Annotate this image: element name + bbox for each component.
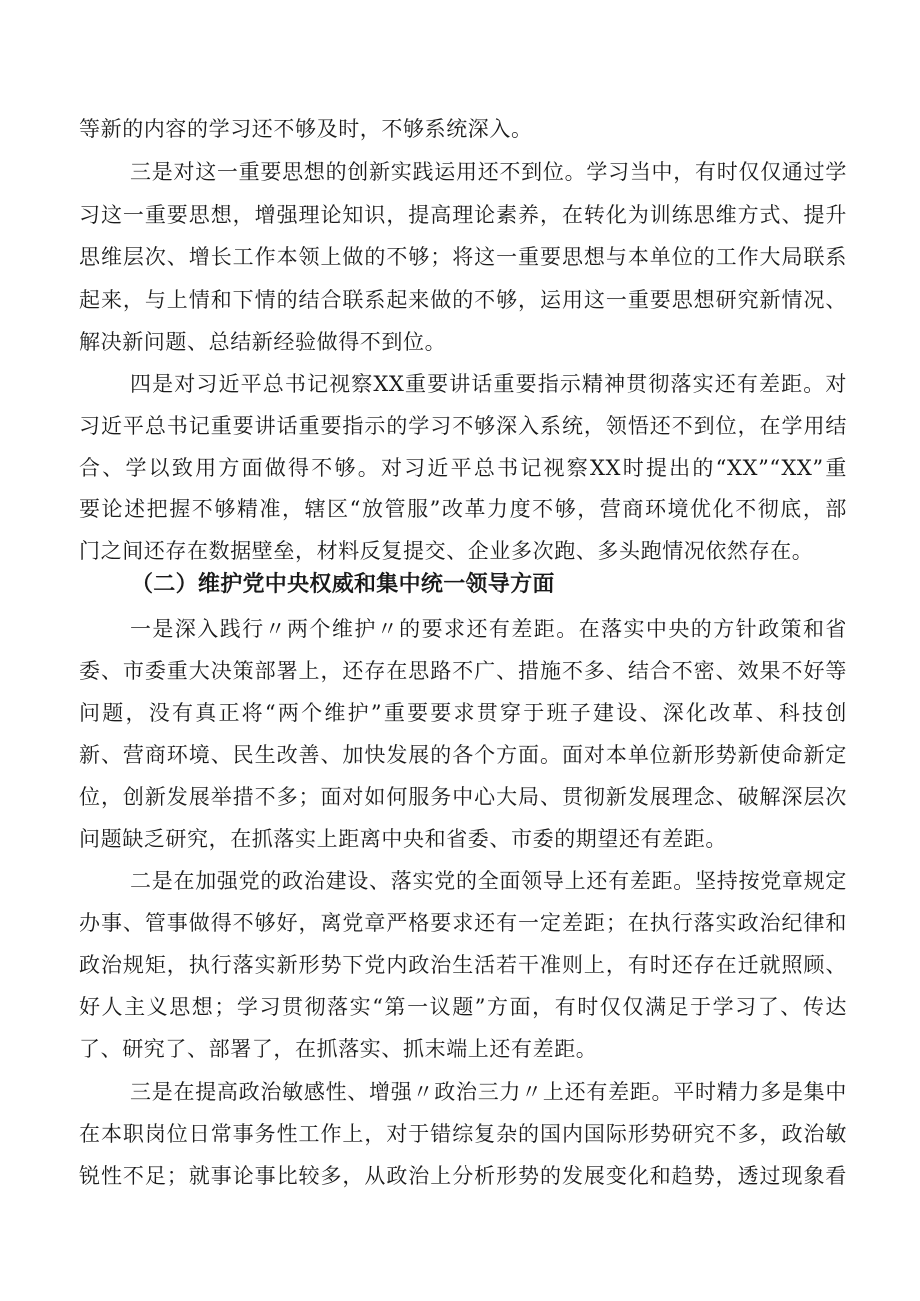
paragraph-line: 新、营商环境、民生改善、加快发展的各个方面。面对本单位新形势新使命新定 (79, 743, 847, 767)
paragraph-line: 政治规矩，执行落实新形势下党内政治生活若干准则上，有时还存在迁就照顾、 (79, 953, 847, 977)
section-heading: （二）维护党中央权威和集中统一领导方面 (131, 572, 555, 597)
paragraph-line: 要论述把握不够精准，辖区“放管服”改革力度不够，营商环境优化不彻底，部 (79, 497, 847, 521)
paragraph-line: 在本职岗位日常事务性工作上，对于错综复杂的国内国际形势研究不多，政治敏 (79, 1122, 847, 1146)
paragraph-line: 等新的内容的学习还不够及时，不够系统深入。 (79, 117, 533, 141)
paragraph-line: 三是在提高政治敏感性、增强〃政治三力〃上还有差距。平时精力多是集中 (130, 1080, 847, 1104)
paragraph-line: 委、市委重大决策部署上，还存在思路不广、措施不多、结合不密、效果不好等 (79, 659, 847, 683)
paragraph-line: 问题，没有真正将“两个维护”重要要求贯穿于班子建设、深化改革、科技创 (79, 701, 847, 725)
paragraph-line: 位，创新发展举措不多；面对如何服务中心大局、贯彻新发展理念、破解深层次 (79, 785, 847, 809)
paragraph-line: 起来，与上情和下情的结合联系起来做的不够，运用这一重要思想研究新情况、 (79, 288, 847, 312)
paragraph-line: 办事、管事做得不够好，离党章严格要求还有一定差距；在执行落实政治纪律和 (79, 911, 847, 935)
paragraph-line: 解决新问题、总结新经验做得不到位。 (79, 330, 447, 354)
paragraph-line: 二是在加强党的政治建设、落实党的全面领导上还有差距。坚持按党章规定 (130, 869, 847, 893)
paragraph-line: 了、研究了、部署了，在抓落实、抓末端上还有差距。 (79, 1037, 598, 1061)
paragraph-line: 问题缺乏研究，在抓落实上距离中央和省委、市委的期望还有差距。 (79, 827, 727, 851)
paragraph-line: 思维层次、增长工作本领上做的不够；将这一重要思想与本单位的工作大局联系 (79, 245, 847, 269)
paragraph-line: 好人主义思想；学习贯彻落实“第一议题”方面，有时仅仅满足于学习了、传达 (79, 995, 847, 1019)
paragraph-line: 合、学以致用方面做得不够。对习近平总书记视察XX时提出的“XX”“XX”重 (79, 456, 847, 480)
paragraph-line: 三是对这一重要思想的创新实践运用还不到位。学习当中，有时仅仅通过学 (130, 160, 847, 184)
paragraph-line: 锐性不足；就事论事比较多，从政治上分析形势的发展变化和趋势，透过现象看 (79, 1164, 847, 1188)
paragraph-line: 四是对习近平总书记视察XX重要讲话重要指示精神贯彻落实还有差距。对 (130, 372, 847, 396)
paragraph-line: 习近平总书记重要讲话重要指示的学习不够深入系统，领悟还不到位，在学用结 (79, 414, 847, 438)
paragraph-line: 习这一重要思想，增强理论知识，提高理论素养，在转化为训练思维方式、提升 (79, 203, 847, 227)
paragraph-line: 门之间还存在数据壁垒，材料反复提交、企业多次跑、多头跑情况依然存在。 (79, 539, 814, 563)
paragraph-line: 一是深入践行〃两个维护〃的要求还有差距。在落实中央的方针政策和省 (130, 617, 847, 641)
